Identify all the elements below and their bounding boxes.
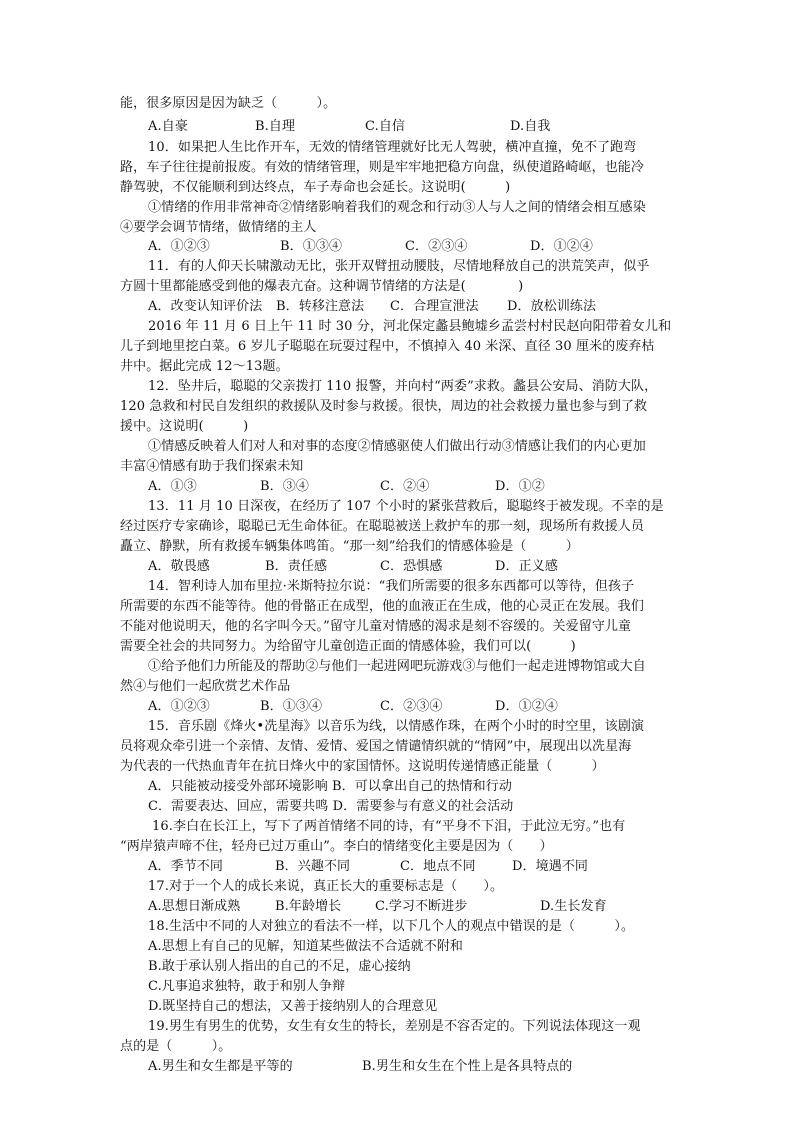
q17-option-c: C.学习不断进步 — [375, 899, 468, 914]
q10-stem: 静驾驶，不仅能顺利到达终点，车子寿命也会延长。这说明( ) — [120, 180, 511, 195]
q13-option-d: D．正义感 — [495, 559, 558, 574]
q13-stem: 经过医疗专家确诊，聪聪已无生命体征。在聪聪被送上救护车的那一刻，现场所有救援人员 — [120, 519, 645, 534]
q11-option-b: B．转移注意法 — [276, 299, 365, 314]
q11-option-d: D．放松训练法 — [507, 299, 597, 314]
q14-stem: 不能对他说明天，他的名字叫今天。”留守儿童对情感的渴求是刻不容缓的。关爱留守儿童 — [120, 619, 632, 634]
q10-statements: ①情绪的作用非常神奇②情绪影响着我们的观念和行动③人与人之间的情绪会相互感染 — [148, 200, 646, 215]
q16-option-a: A．季节不同 — [148, 859, 223, 874]
q16-stem: 16.李白在长江上，写下了两首情绪不同的诗，有“平身不下泪，于此泣无穷。”也有 — [152, 819, 626, 834]
q11-option-a: A．改变认知评价法 — [148, 299, 263, 314]
q11-stem: 方圆十里都能感受到他的爆表亢奋。这种调节情绪的方法是( ) — [120, 279, 524, 294]
q9-stem-tail: 能，很多原因是因为缺乏（ ）。 — [120, 96, 337, 111]
q18-stem: 18.生活中不同的人对独立的看法不一样，以下几个人的观点中错误的是（ ）。 — [148, 919, 635, 934]
q14-stem: 所需要的东西不能等待。他的骨骼正在成型，他的血液正在生成，他的心灵正在发展。我们 — [120, 599, 645, 614]
q14-option-b: B．①③④ — [260, 699, 323, 714]
q10-stem: 路，车子往往提前报废。有效的情绪管理，则是牢牢地把稳方向盘，纵使道路崎岖，也能冷 — [120, 160, 645, 175]
q10-option-a: A．①②③ — [148, 239, 210, 254]
q15-options-ab: A．只能被动接受外部环境影响 B．可以拿出自己的热情和行动 — [148, 779, 512, 794]
q15-stem: 15．音乐剧《烽火•冼星海》以音乐为线，以情感作珠，在两个小时的时空里，该剧演 — [148, 719, 645, 734]
q17-option-d: D.生长发育 — [540, 899, 607, 914]
q12-option-b: B．③④ — [260, 479, 309, 494]
q17-option-b: B.年龄增长 — [275, 899, 342, 914]
q14-option-a: A．①②③ — [148, 699, 210, 714]
q9-option-a: A.自豪 — [148, 119, 188, 134]
q19-stem: 点的是（ ）。 — [120, 1039, 232, 1054]
q12-stem: 援中。这说明( ) — [120, 419, 249, 434]
q12-statements: ①情感反映着人们对人和对事的态度②情感驱使人们做出行动③情感让我们的内心更加 — [148, 439, 646, 454]
material-passage: 井中。据此完成 12～13题。 — [120, 359, 289, 374]
q15-stem: 为代表的一代热血青年在抗日烽火中的家国情怀。这说明传递情感正能量（ ） — [120, 759, 605, 774]
q13-stem: 13．11 月 10 日深夜，在经历了 107 个小时的紧张营救后，聪聪终于被发现。不幸的是 — [148, 499, 664, 514]
q11-stem: 11．有的人仰天长啸激动无比，张开双臂扭动腰肢，尽情地释放自己的洪荒笑声，似乎 — [148, 259, 650, 274]
q16-option-d: D．境遇不同 — [512, 859, 589, 874]
q13-stem: 矗立、静默，所有救援车辆集体鸣笛。“那一刻”给我们的情感体验是（ ） — [120, 539, 579, 554]
q16-option-b: B．兴趣不同 — [275, 859, 351, 874]
q10-statements: ④要学会调节情绪，做情绪的主人 — [120, 220, 317, 235]
q14-stem: 需要全社会的共同努力。为给留守儿童创造正面的情感体验，我们可以( ) — [120, 639, 576, 654]
q12-option-a: A．①③ — [148, 479, 197, 494]
q19-stem: 19.男生有男生的优势，女生有女生的特长，差别是不容否定的。下列说法体现这一观 — [148, 1019, 641, 1034]
q12-statements: 丰富④情感有助于我们探索未知 — [120, 459, 304, 474]
q14-option-d: D．①②④ — [495, 699, 558, 714]
q9-option-b: B.自理 — [255, 119, 296, 134]
q12-stem: 120 急救和村民自发组织的救援队及时参与救援。很快，周边的社会救援力量也参与到了救 — [120, 399, 648, 414]
q12-option-d: D．①② — [495, 479, 545, 494]
material-passage: 儿子到地里挖白菜。6 岁儿子聪聪在玩耍过程中，不慎掉入 40 米深、直径 30 厘米的废弃枯 — [120, 339, 655, 354]
q12-stem: 12．坠井后，聪聪的父亲拨打 110 报警，并向村“两委”求救。蠡县公安局、消防大队， — [148, 379, 658, 394]
q14-statements: 然④与他们一起欣赏艺术作品 — [120, 679, 291, 694]
q9-option-c: C.自信 — [365, 119, 406, 134]
q9-option-d: D.自我 — [510, 119, 551, 134]
q14-stem: 14．智利诗人加布里拉·米斯特拉尔说：“我们所需要的很多东西都可以等待，但孩子 — [148, 579, 635, 594]
q17-option-a: A.思想日渐成熟 — [148, 899, 241, 914]
q13-option-c: C．恐惧感 — [380, 559, 443, 574]
q13-option-b: B．责任感 — [265, 559, 328, 574]
q19-option-a: A.男生和女生都是平等的 — [148, 1059, 293, 1074]
q18-option-c: C.凡事追求独特，敢于和别人争辩 — [148, 979, 346, 994]
q10-option-b: B．①③④ — [280, 239, 343, 254]
q10-stem: 10．如果把人生比作开车，无效的情绪管理就好比无人驾驶，横冲直撞，免不了跑弯 — [148, 140, 637, 155]
q18-option-a: A.思想上有自己的见解，知道某些做法不合适就不附和 — [148, 939, 464, 954]
q16-stem: “两岸猿声啼不住，轻舟已过万重山”。李白的情绪变化主要是因为（ ） — [120, 839, 553, 854]
q15-stem: 员将观众牵引进一个亲情、友情、爱情、爱国之情谴情织就的“情网”中，展现出以冼星海 — [120, 739, 632, 754]
material-passage: 2016 年 11 月 6 日上午 11 时 30 分，河北保定蠡县鲍墟乡孟尝村村民赵向阳带着女儿和 — [148, 319, 672, 334]
q12-option-c: C．②④ — [380, 479, 430, 494]
q10-option-d: D．①②④ — [530, 239, 593, 254]
q13-option-a: A．敬畏感 — [148, 559, 210, 574]
q18-option-b: B.敢于承认别人指出的自己的不足，虚心接纳 — [148, 959, 411, 974]
q14-statements: ①给予他们力所能及的帮助②与他们一起进网吧玩游戏③与他们一起走进博物馆或大自 — [148, 659, 646, 674]
q10-option-c: C．②③④ — [405, 239, 468, 254]
q17-stem: 17.对于一个人的成长来说，真正长大的重要标志是（ ）。 — [148, 879, 504, 894]
q14-option-c: C．②③④ — [380, 699, 443, 714]
q11-option-c: C．合理宣泄法 — [390, 299, 479, 314]
q19-option-b: B.男生和女生在个性上是各具特点的 — [362, 1059, 573, 1074]
q15-options-cd: C．需要表达、回应，需要共鸣 D．需要参与有意义的社会活动 — [148, 799, 514, 814]
q16-option-c: C．地点不同 — [400, 859, 476, 874]
q18-option-d: D.既坚持自己的想法，又善于接纳别人的合理意见 — [148, 999, 438, 1014]
